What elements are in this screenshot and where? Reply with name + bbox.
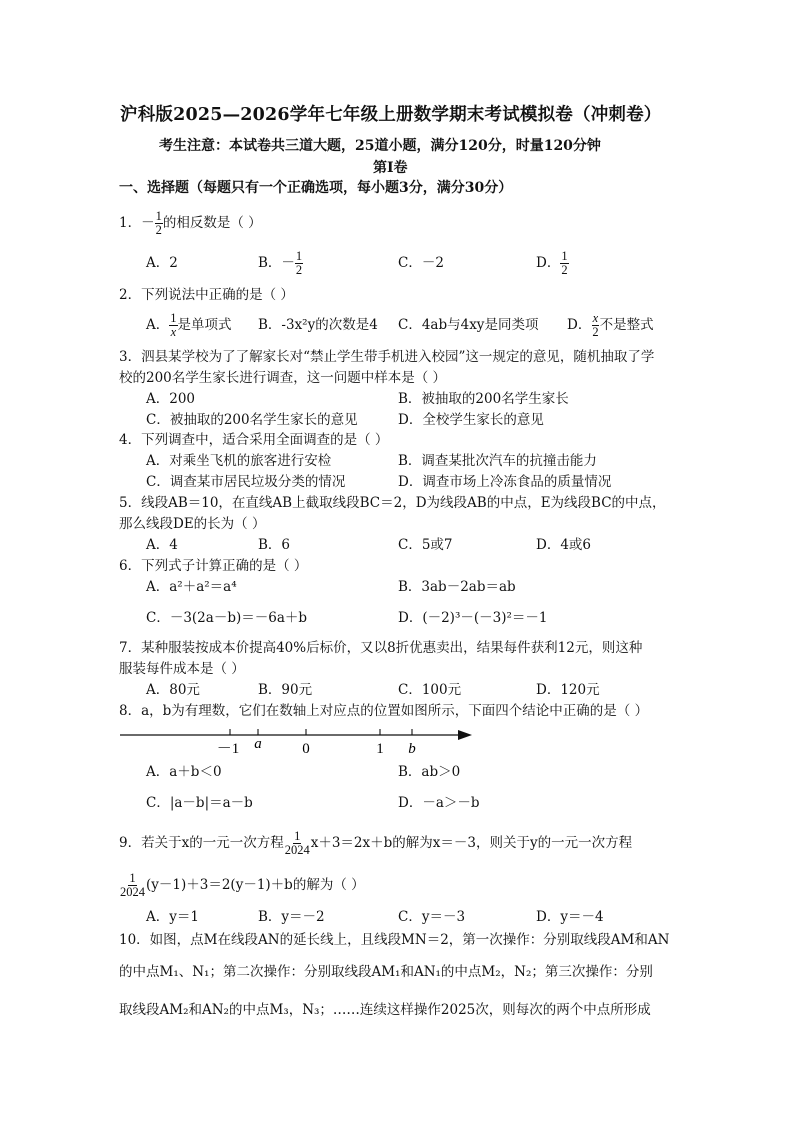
question-1-option-a: A．2 (146, 255, 178, 271)
question-5-stem-line-2: 那么线段DE的长为（ ） (119, 516, 266, 532)
question-10-stem-line-1: 10．如图，点M在线段AN的延长线上，且线段MN＝2，第一次操作：分别取线段AM和AN (119, 932, 670, 948)
fraction: $\frac{x}{2}$ (592, 311, 599, 340)
question-6-option-a: A．a²＋a²＝a⁴ (146, 579, 237, 595)
label-minus-one: －1 (216, 741, 240, 757)
fraction: $\frac{1}{2}$ (295, 249, 303, 278)
exam-notice: 考生注意：本试卷共三道大题，25道小题，满分120分，时量120分钟 (159, 138, 601, 154)
question-1-option-b: B．－ $\frac{1}{2}$ (258, 249, 303, 278)
question-5-stem-line-1: 5．线段AB＝10，在直线AB上截取线段BC＝2，D为线段AB的中点，E为线段BC的中点， (119, 495, 666, 511)
question-2-option-d: D． $\frac{x}{2}$ 不是整式 (567, 311, 654, 340)
question-7-option-a: A．80元 (146, 682, 200, 698)
question-1-option-c: C．－2 (398, 255, 444, 271)
question-9-option-c: C．y＝－3 (398, 909, 466, 925)
question-4-option-d: D．调查市场上冷冻食品的质量情况 (398, 474, 612, 490)
question-1-option-d: D． $\frac{1}{2}$ (536, 249, 568, 278)
label-zero: 0 (302, 741, 310, 757)
question-8-option-c: C．|a－b|＝a－b (146, 795, 253, 811)
label-a: a (254, 736, 262, 752)
question-4-stem: 4．下列调查中，适合采用全面调查的是（ ） (119, 432, 389, 448)
question-9-option-b: B．y＝－2 (258, 909, 325, 925)
page-title: 沪科版2025—2026学年七年级上册数学期末考试模拟卷（冲刺卷） (120, 105, 662, 125)
question-6-option-b: B．3ab－2ab＝ab (398, 579, 516, 595)
fraction: $\frac{1}{2024}$ (120, 871, 145, 900)
question-10-stem-line-3: 取线段AM₂和AN₂的中点M₃，N₃；……连续这样操作2025次，则每次的两个中点所形成 (119, 1002, 651, 1018)
question-8-option-b: B．ab＞0 (398, 764, 461, 780)
question-7-stem-line-2: 服装每件成本是（ ） (119, 661, 245, 677)
question-8-option-d: D．－a＞－b (398, 795, 480, 811)
question-9-option-d: D．y＝－4 (536, 909, 604, 925)
question-9-stem-line-1: 9．若关于x的一元一次方程 $\frac{1}{2024}$ x＋3＝2x＋b的解为x＝－3，则关于y的一元一次方程 (119, 829, 633, 858)
question-3-option-d: D．全校学生家长的意见 (398, 412, 544, 428)
question-2-option-b: B．-3x²y的次数是4 (258, 317, 378, 333)
question-2-option-c: C．4ab与4xy是同类项 (398, 317, 539, 333)
question-8-stem: 8．a，b为有理数，它们在数轴上对应点的位置如图所示，下面四个结论中正确的是（ ） (119, 703, 649, 719)
volume-heading: 第Ⅰ卷 (373, 160, 408, 176)
section-heading: 一、选择题（每题只有一个正确选项，每小题3分，满分30分） (119, 180, 513, 196)
question-7-option-d: D．120元 (536, 682, 600, 698)
question-3-option-b: B．被抽取的200名学生家长 (398, 391, 569, 407)
question-4-option-a: A．对乘坐飞机的旅客进行安检 (146, 453, 332, 469)
question-5-option-a: A．4 (146, 537, 178, 553)
question-1-stem: 1．－ $\frac{1}{2}$ 的相反数是（ ） (119, 209, 262, 238)
question-5-option-b: B．6 (258, 537, 291, 553)
number-line-figure (118, 724, 478, 758)
number-line-arrow (458, 730, 472, 740)
question-3-stem-line-1: 3．泗县某学校为了了解家长对“禁止学生带手机进入校园”这一规定的意见，随机抽取了学 (119, 349, 655, 365)
question-3-option-c: C．被抽取的200名学生家长的意见 (146, 412, 358, 428)
fraction: $\frac{1}{2}$ (561, 249, 568, 278)
question-9-stem-line-2: $\frac{1}{2024}$ (y－1)＋3＝2(y－1)＋b的解为（ ） (120, 871, 365, 900)
question-5-option-d: D．4或6 (536, 537, 592, 553)
question-6-stem: 6．下列式子计算正确的是（ ） (119, 558, 308, 574)
fraction: $\frac{1}{2}$ (155, 209, 162, 238)
question-5-option-c: C．5或7 (398, 537, 453, 553)
question-6-option-d: D．(－2)³－(－3)²＝－1 (398, 610, 548, 626)
question-3-stem-line-2: 校的200名学生家长进行调查，这一问题中样本是（ ） (119, 370, 447, 386)
question-7-option-c: C．100元 (398, 682, 462, 698)
label-b: b (408, 741, 416, 757)
question-2-stem: 2．下列说法中正确的是（ ） (119, 287, 294, 303)
fraction: $\frac{1}{x}$ (170, 311, 177, 340)
label-one: 1 (376, 741, 384, 757)
question-10-stem-line-2: 的中点M₁、N₁；第二次操作：分别取线段AM₁和AN₁的中点M₂，N₂；第三次操作：分别 (119, 964, 653, 980)
question-6-option-c: C．－3(2a－b)＝－6a＋b (146, 610, 308, 626)
question-4-option-b: B．调查某批次汽车的抗撞击能力 (398, 453, 597, 469)
question-7-option-b: B．90元 (258, 682, 313, 698)
question-8-option-a: A．a＋b＜0 (146, 764, 222, 780)
question-9-option-a: A．y＝1 (146, 909, 199, 925)
fraction: $\frac{1}{2024}$ (284, 829, 310, 858)
question-7-stem-line-1: 7．某种服装按成本价提高40%后标价，又以8折优惠卖出，结果每件获利12元，则这种 (119, 640, 643, 656)
question-2-option-a: A． $\frac{1}{x}$ 是单项式 (146, 311, 232, 340)
question-3-option-a: A．200 (146, 391, 196, 407)
question-4-option-c: C．调查某市居民垃圾分类的情况 (146, 474, 346, 490)
